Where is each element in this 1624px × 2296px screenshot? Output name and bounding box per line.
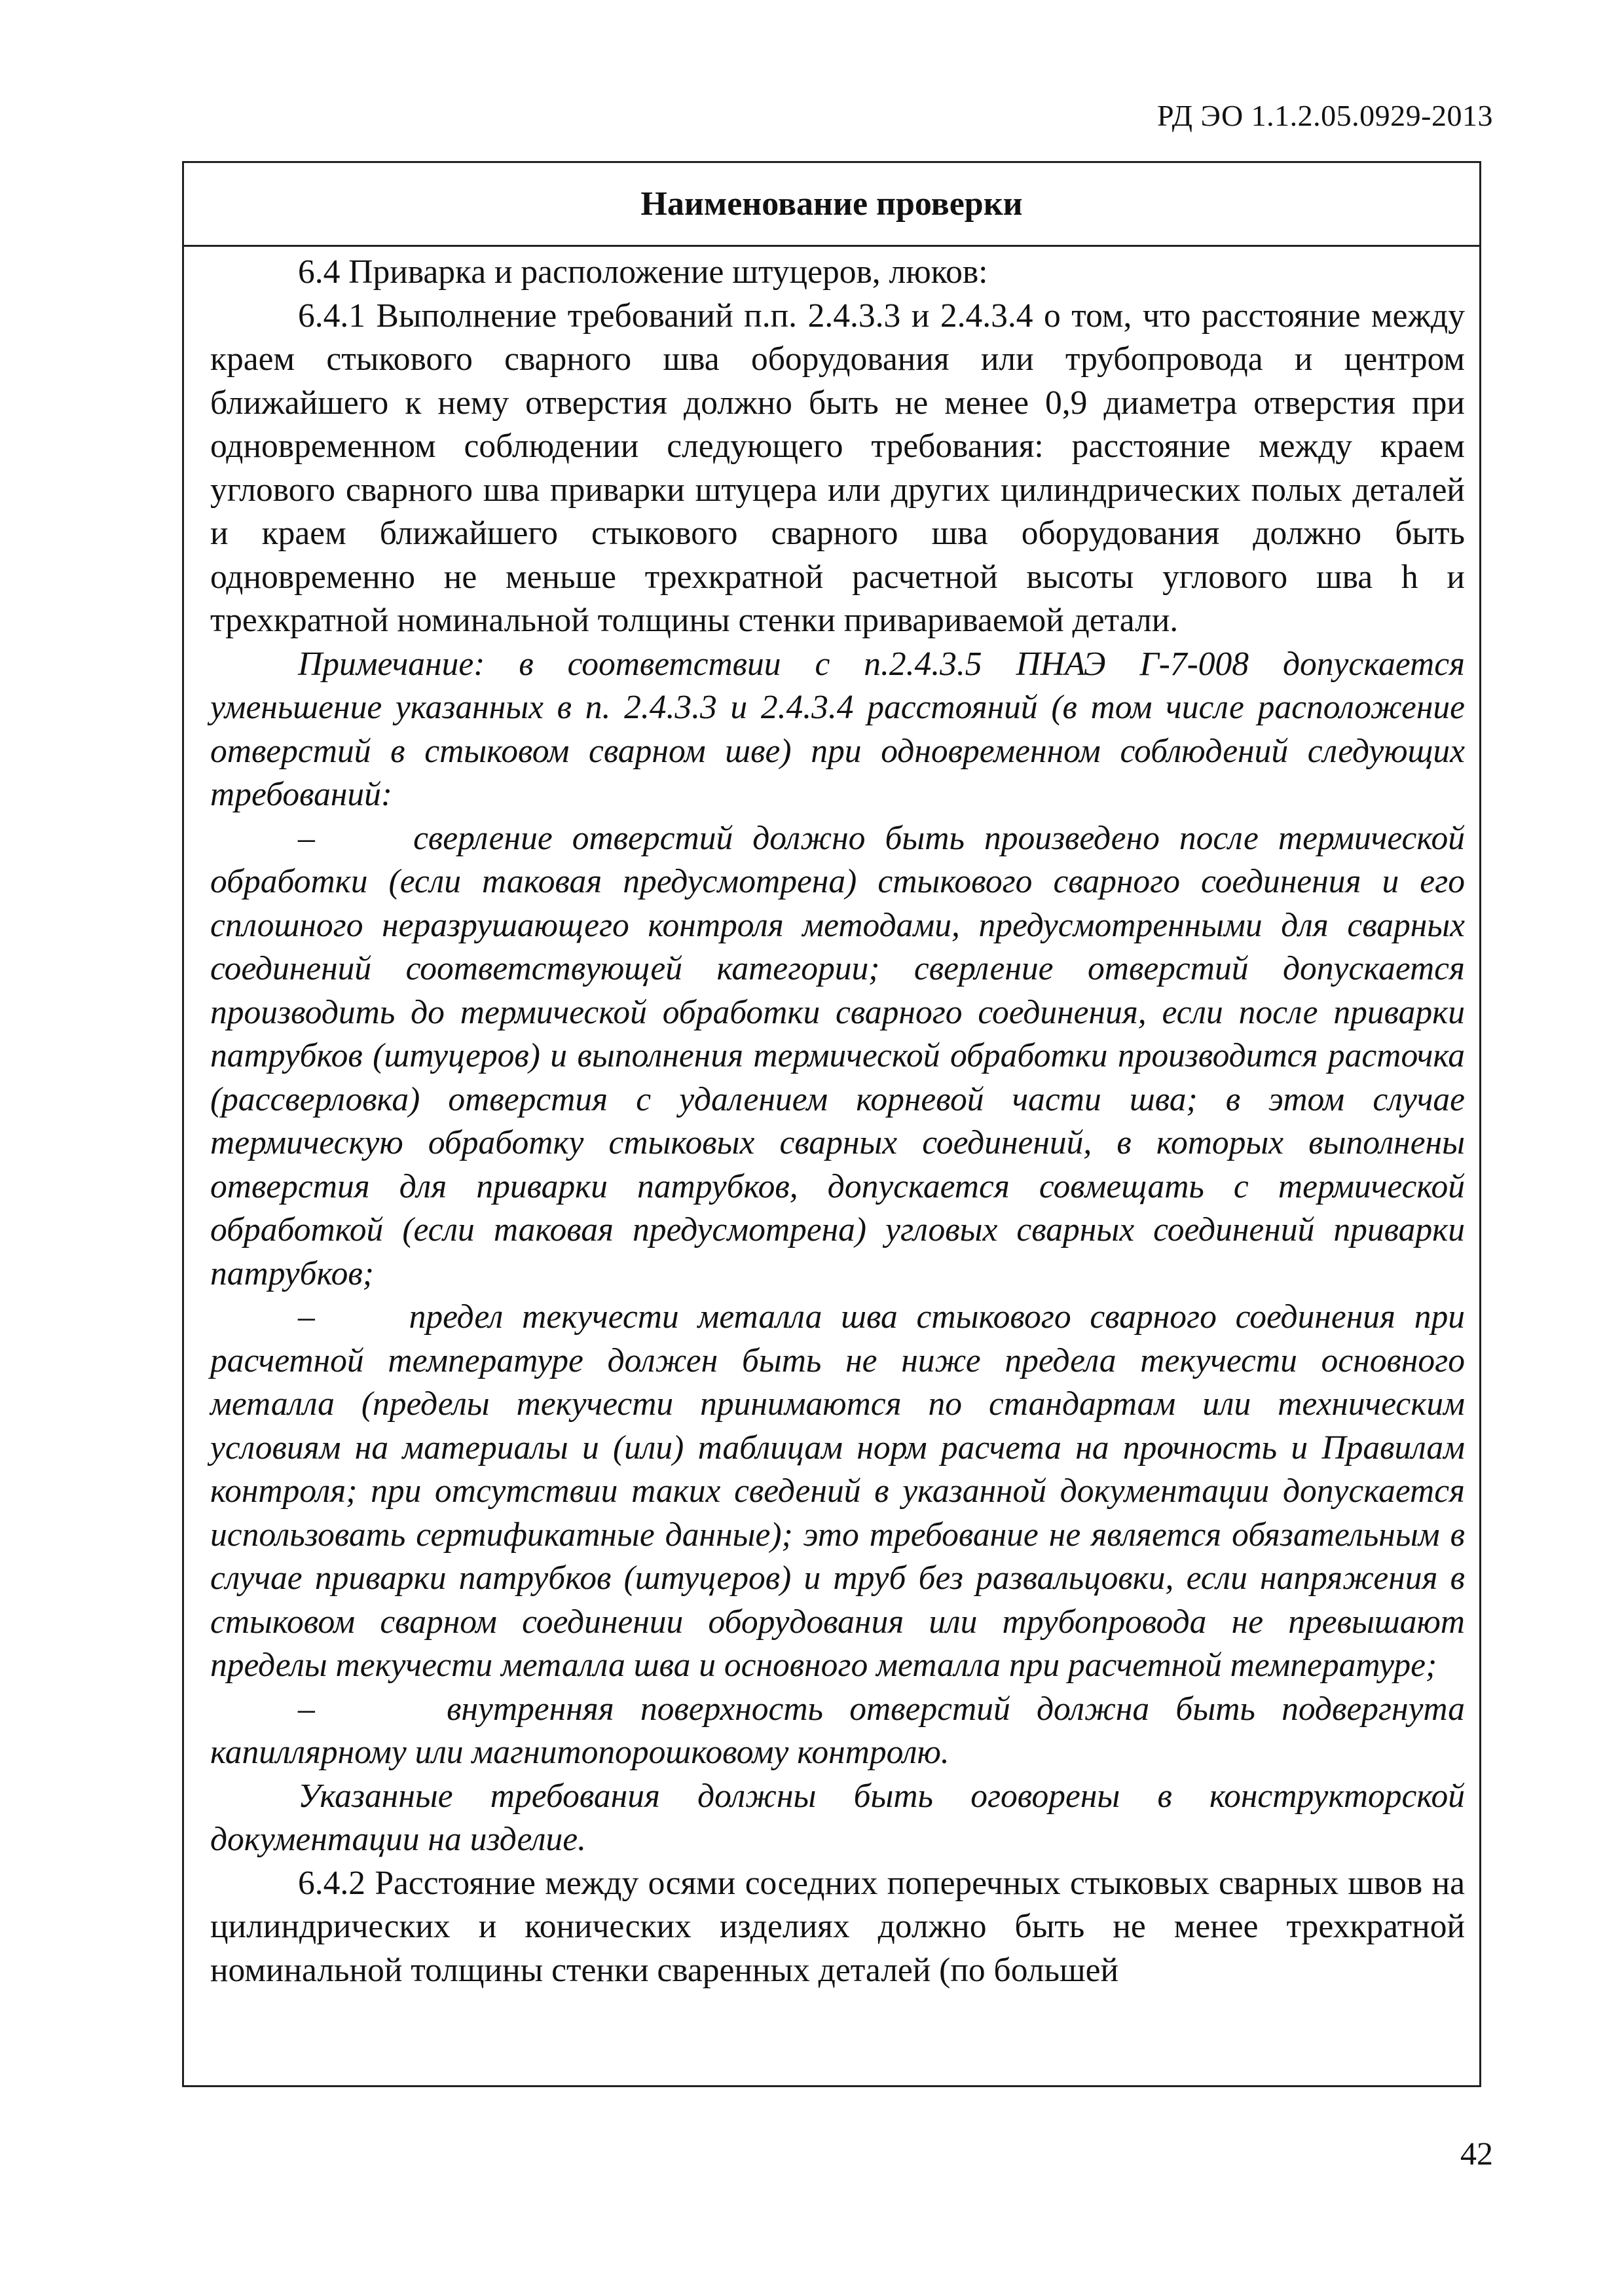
item-6-4-heading: 6.4 Приварка и расположение штуцеров, люков:	[298, 253, 988, 291]
note-documentation: Указанные требования должны быть оговорены в конструкторской документации на изделие.	[210, 1777, 1465, 1858]
table-cell-content	[184, 247, 1479, 1992]
note-requirement-yield-strength: – предел текучести металла шва стыкового сварного соединения при расчетной температуре должен быть не ниже предела текучести основного металла (пределы текучести принимаются по стандартам или техническим условиям на материалы и (или) таблицам норм расчета на прочность и Правилам контроля; при отсутствии таких сведений в указанной документации допускается использовать сертификатные данные); это требование не является обязательным в случае приварки патрубков (штуцеров) и труб без развальцовки, если напряжения в стыковом сварном соединении оборудования или трубопровода не превышают пределы текучести металла шва и основного металла при расчетной температуре;	[210, 1298, 1465, 1684]
checks-table	[182, 161, 1481, 2087]
note-intro: Примечание: в соответствии с п.2.4.3.5 ПНАЭ Г-7-008 допускается уменьшение указанных в п. 2.4.3.3 и 2.4.3.4 расстояний (в том числе расположение отверстий в стыковом сварном шве) при одновременном соблюдений следующих требований:	[210, 645, 1465, 813]
note-requirement-surface-control: – внутренняя поверхность отверстий должна быть подвергнута капиллярному или магнитопорошковому контролю.	[210, 1690, 1465, 1771]
page-number: 42	[1460, 2135, 1493, 2172]
table-column-header: Наименование проверки	[184, 163, 1479, 247]
note-requirement-drilling: – сверление отверстий должно быть произведено после термической обработки (если таковая предусмотрена) стыкового сварного соединения и его сплошного неразрушающего контроля методами, предусмотренными для сварных соединений соответствующей категории; сверление отверстий допускается производить до термической обработки сварного соединения, если после приварки патрубков (штуцеров) и выполнения термической обработки производится расточка (рассверловка) отверстия с удалением корневой части шва; в этом случае термическую обработку стыковых сварных соединений, в которых выполнены отверстия для приварки патрубков, допускается совмещать с термической обработкой (если таковая предусмотрена) угловых сварных соединений приварки патрубков;	[210, 819, 1465, 1292]
item-6-4-2-text: 6.4.2 Расстояние между осями соседних поперечных стыковых сварных швов на цилиндрических и конических изделиях должно быть не менее трехкратной номинальной толщины стенки сваренных деталей (по большей	[210, 1864, 1465, 1989]
document-code: РД ЭО 1.1.2.05.0929-2013	[1157, 99, 1493, 132]
item-6-4-1-text: 6.4.1 Выполнение требований п.п. 2.4.3.3 и 2.4.3.4 о том, что расстояние между краем стыкового сварного шва оборудования или трубопровода и центром ближайшего к нему отверстия должно быть не менее 0,9 диаметра отверстия при одновременном соблюдении следующего требования: расстояние между краем углового сварного шва приварки штуцера или других цилиндрических полых деталей и краем ближайшего стыкового сварного шва оборудования должно быть одновременно не меньше трехкратной расчетной высоты углового шва h и трехкратной номинальной толщины стенки привариваемой детали.	[210, 297, 1465, 639]
